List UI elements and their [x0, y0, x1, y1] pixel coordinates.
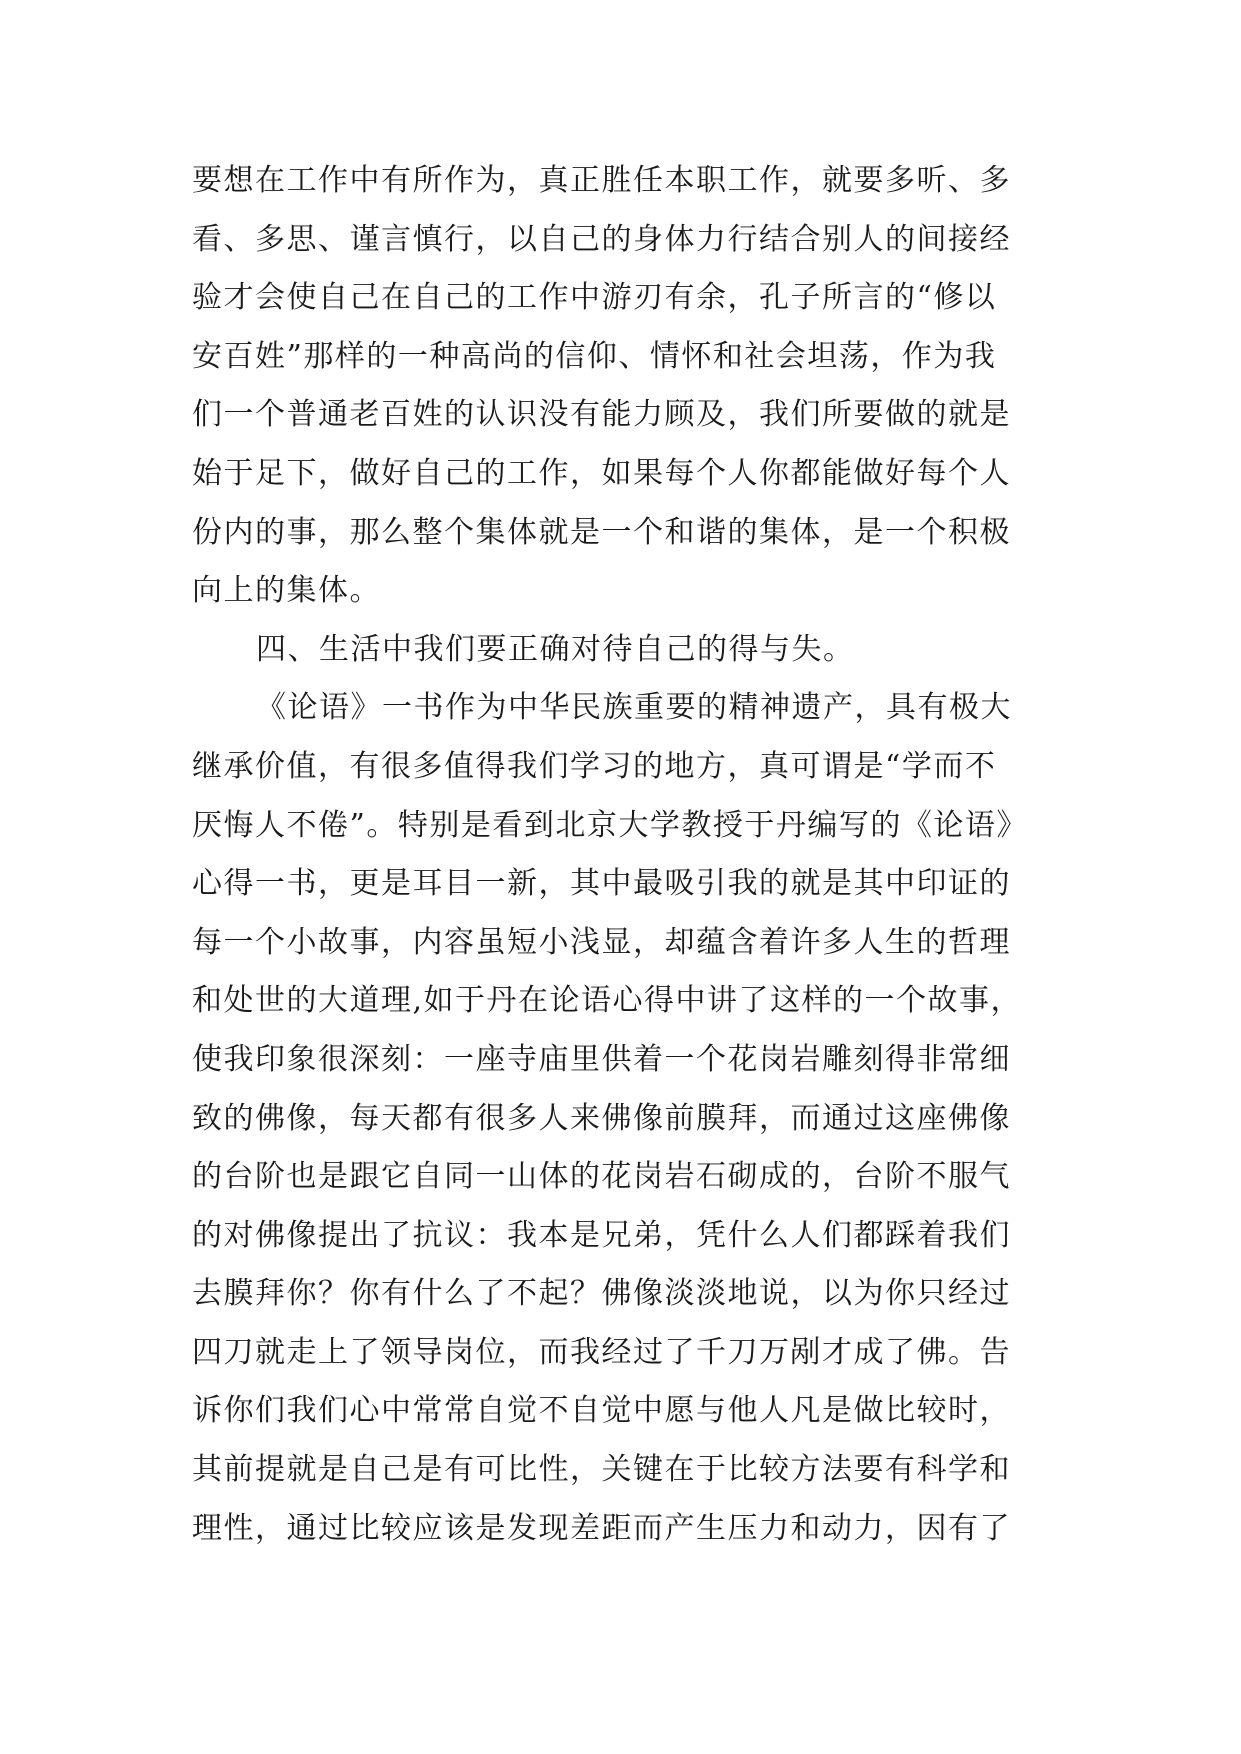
text-line: 份内的事，那么整个集体就是一个和谐的集体，是一个积极	[192, 514, 1011, 550]
text-line: 始于足下，做好自己的工作，如果每个人你都能做好每个人	[192, 455, 1011, 491]
text-line: 去膜拜你？你有什么了不起？佛像淡淡地说，以为你只经过	[192, 1276, 1011, 1312]
text-line: 的台阶也是跟它自同一山体的花岗岩石砌成的，台阶不服气	[192, 1159, 1011, 1195]
text-line: 《论语》一书作为中华民族重要的精神遗产，具有极大	[256, 690, 1012, 726]
text-line: 其前提就是自己是有可比性，关键在于比较方法要有科学和	[192, 1452, 1011, 1488]
text-line: 安百姓”那样的一种高尚的信仰、情怀和社会坦荡，作为我	[192, 338, 997, 374]
text-line: 看、多思、谨言慎行，以自己的身体力行结合别人的间接经	[192, 221, 1011, 257]
text-line: 诉你们我们心中常常自觉不自觉中愿与他人凡是做比较时，	[192, 1393, 1011, 1429]
text-line: 向上的集体。	[192, 573, 381, 609]
text-line: 要想在工作中有所作为，真正胜任本职工作，就要多听、多	[192, 163, 1011, 198]
text-line: 致的佛像，每天都有很多人来佛像前膜拜，而通过这座佛像	[192, 1100, 1011, 1136]
text-line: 们一个普通老百姓的认识没有能力顾及，我们所要做的就是	[192, 397, 1011, 433]
text-line: 的对佛像提出了抗议：我本是兄弟，凭什么人们都踩着我们	[192, 1217, 1011, 1253]
text-line: 理性，通过比较应该是发现差距而产生压力和动力，因有了	[192, 1510, 1011, 1546]
text-line: 验才会使自己在自己的工作中游刃有余，孔子所言的“修以	[192, 280, 997, 316]
text-line: 心得一书，更是耳目一新，其中最吸引我的就是其中印证的	[192, 866, 1011, 902]
text-line: 厌悔人不倦”。特别是看到北京大学教授于丹编写的《论语》	[192, 807, 1028, 843]
text-line: 和处世的大道理,如于丹在论语心得中讲了这样的一个故事，	[192, 983, 1023, 1019]
text-line: 每一个小故事，内容虽短小浅显，却蕴含着许多人生的哲理	[192, 924, 1011, 960]
text-line: 使我印象很深刻：一座寺庙里供着一个花岗岩雕刻得非常细	[192, 1041, 1011, 1077]
body-text	[192, 152, 1052, 1558]
text-line: 继承价值，有很多值得我们学习的地方，真可谓是“学而不	[192, 748, 997, 784]
text-line: 四刀就走上了领导岗位，而我经过了千刀万剐才成了佛。告	[192, 1334, 1011, 1370]
section-heading: 四、生活中我们要正确对待自己的得与失。	[256, 631, 855, 667]
